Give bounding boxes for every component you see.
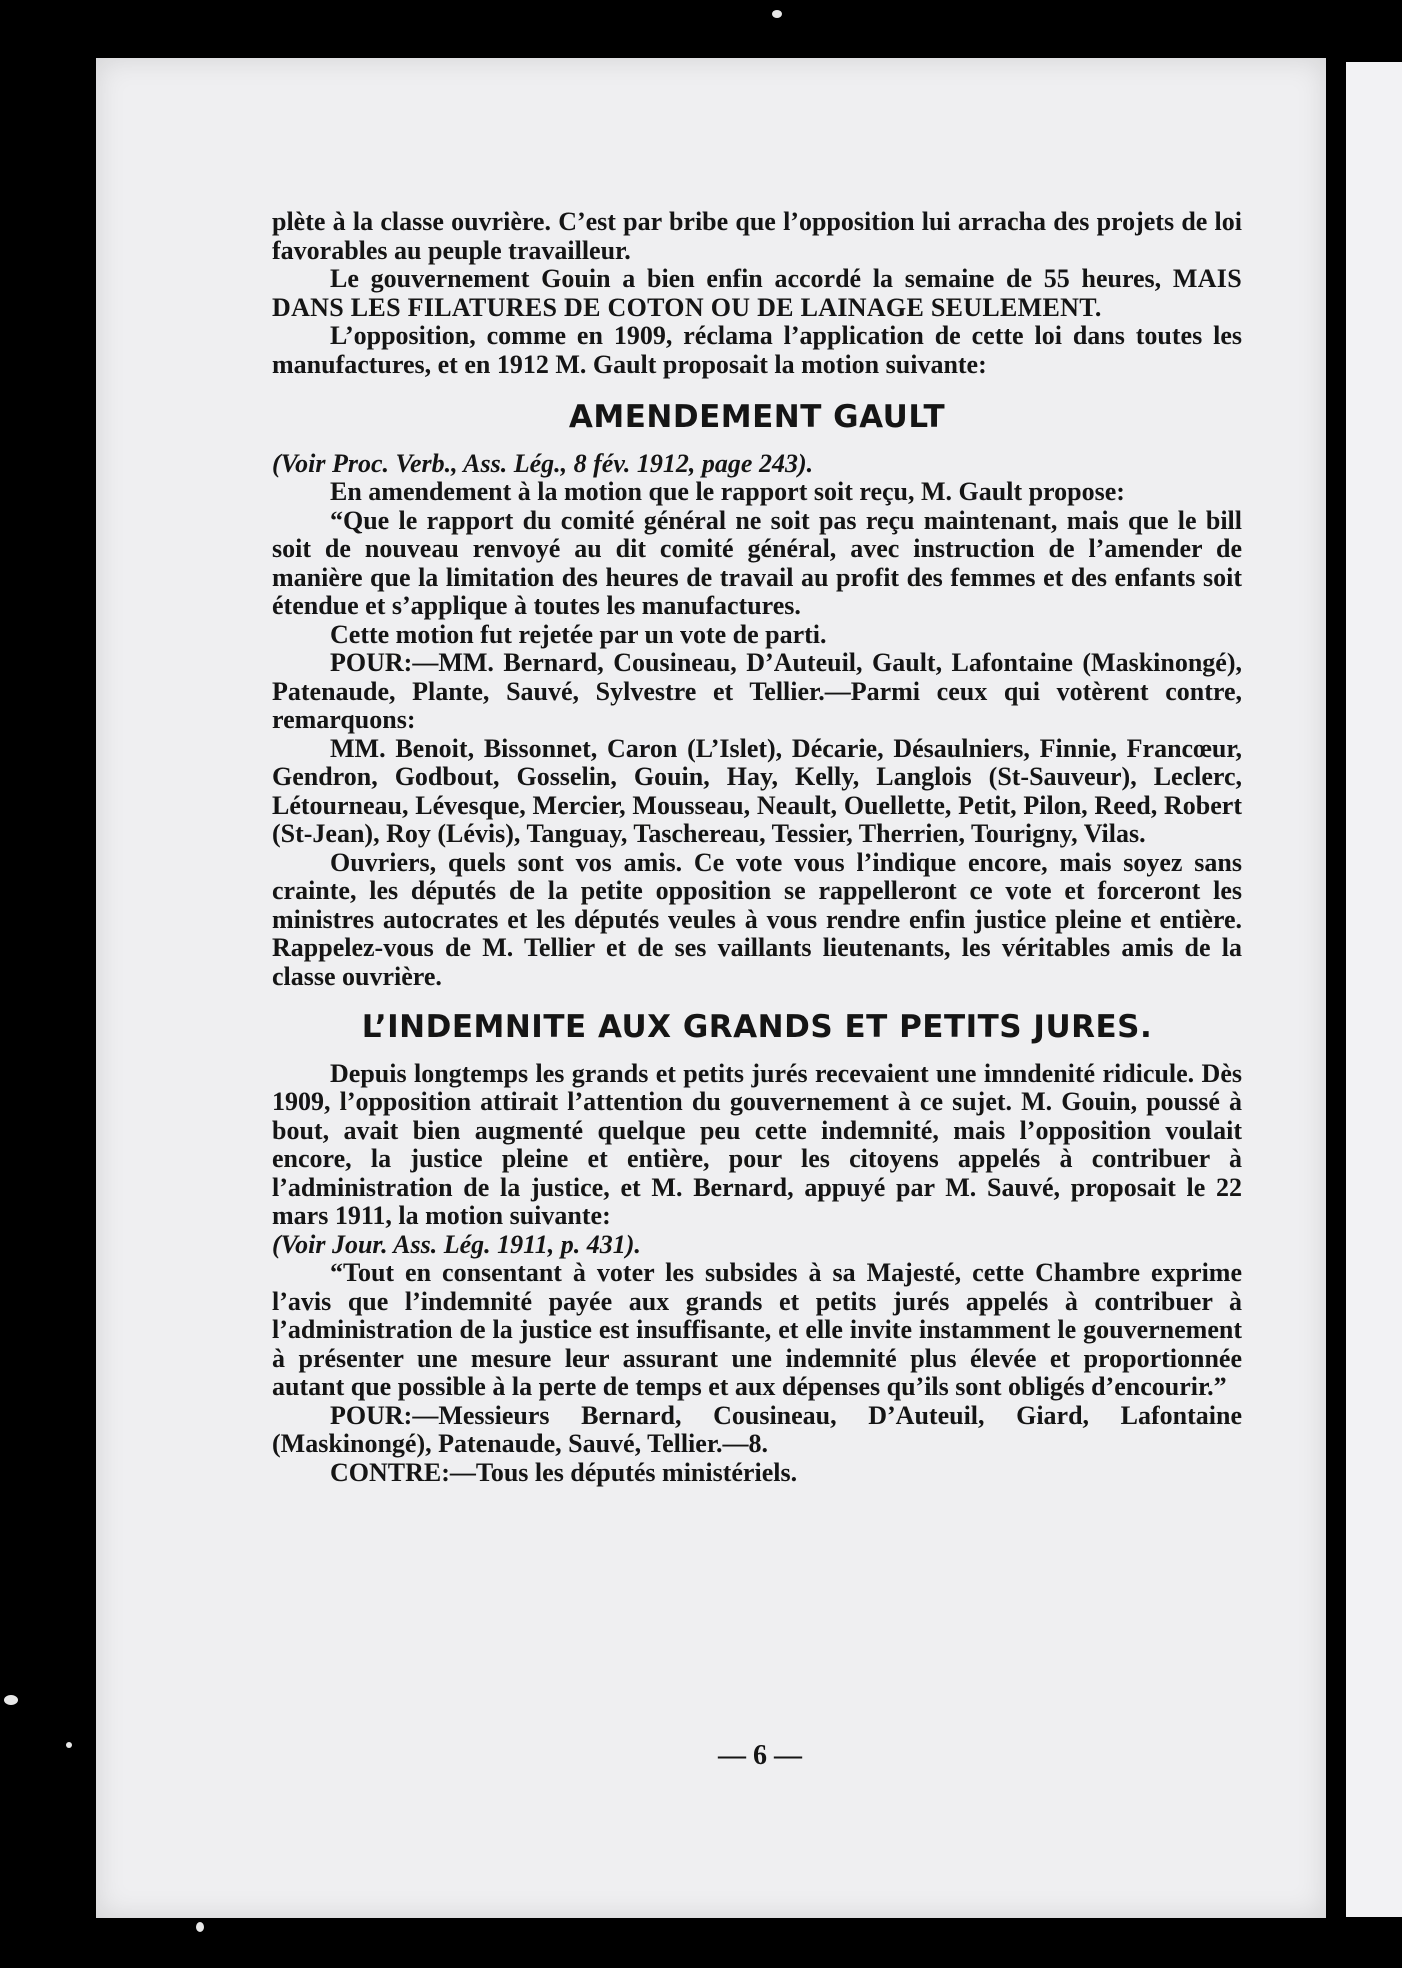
paragraph-pour-vote: POUR:—Messieurs Bernard, Cousineau, D’Auteuil, Giard, Lafontaine (Maskinongé), Patenaude, Sauvé, Tellier.—8. (272, 1400, 1242, 1458)
paragraph-55-hours-lead: Le gouvernement Gouin a bien enfin accordé la semaine de 55 heures, (330, 264, 1173, 293)
reference-jour-ass: (Voir Jour. Ass. Lég. 1911, p. 431). (272, 1229, 641, 1259)
paragraph-pour-list: POUR:—MM. Bernard, Cousineau, D’Auteuil, Gault, Lafontaine (Maskinongé), Patenaude, Plante, Sauvé, Sylvestre et Tellier.—Parmi ceux qui votèrent contre, remarquons: (272, 648, 1242, 734)
paragraph-motion-rejected: Cette motion fut rejetée par un vote de parti. (330, 619, 827, 649)
quote-bernard-motion: “Tout en consentant à voter les subsides à sa Majesté, cette Chambre exprime l’avis que l’indemnité payée aux grands et petits jurés appelés à contribuer à l’administration de la justice est insuffisante, et elle invite instamment le gouvernement à présenter une mesure leur assurant une indemnité plus élevée et proportionnée autant que possible à la perte de temps et aux dépenses qu’ils sont obligés d’encourir.” (272, 1258, 1242, 1401)
page-number: — 6 — (718, 1740, 802, 1771)
next-page-edge (1346, 62, 1402, 1917)
paragraph-continuation: plète à la classe ouvrière. C’est par bribe que l’opposition lui arracha des projets de loi favorables au peuple travailleur. (272, 207, 1242, 265)
reference-proc-verb: (Voir Proc. Verb., Ass. Lég., 8 fév. 1912, page 243). (272, 448, 814, 478)
scan-speck (66, 1742, 72, 1748)
paragraph-jures-indemnite: Depuis longtemps les grands et petits jurés recevaient une imndenité ridicule. Dès 1909, l’opposition attirait l’attention du gouvernement à ce sujet. M. Gouin, poussé à bout, avait bien augmenté quelque peu cette indemnité, mais l’opposition voulait encore, la justice pleine et entière, pour les citoyens appelés à contribuer à l’administration de la justice, et M. Bernard, appuyé par M. Sauvé, proposait le 22 mars 1911, la motion suivante: (272, 1058, 1242, 1230)
scan-speck (196, 1922, 204, 1932)
section-title-amendement-gault: AMENDEMENT GAULT (568, 399, 946, 435)
document-body (272, 208, 1242, 1487)
scan-speck (4, 1695, 18, 1705)
paragraph-contre-vote: CONTRE:—Tous les députés ministériels. (330, 1457, 798, 1487)
paragraph-55-hours (272, 265, 1242, 322)
paragraph-contre-list: MM. Benoit, Bissonnet, Caron (L’Islet), Décarie, Désaulniers, Finnie, Francœur, Gendron, Godbout, Gosselin, Gouin, Hay, Kelly, Langlois (St-Sauveur), Leclerc, Létourneau, Lévesque, Mercier, Mousseau, Neault, Ouellette, Petit, Pilon, Reed, Robert (St-Jean), Roy (Lévis), Tanguay, Taschereau, Tessier, Therrien, Tourigny, Vilas. (272, 733, 1242, 848)
paragraph-55-hours-caps: MAIS DANS LES FILATURES DE COTON OU DE LAINAGE SEULEMENT. (272, 264, 1242, 322)
paragraph-ouvriers: Ouvriers, quels sont vos amis. Ce vote vous l’indique encore, mais soyez sans crainte, les députés de la petite opposition se rappelleront ce vote et forceront les ministres autocrates et les députés veules à vous rendre enfin justice pleine et entière. Rappelez-vous de M. Tellier et de ses vaillants lieutenants, les véritables amis de la classe ouvrière. (272, 847, 1242, 991)
paragraph-amendement: En amendement à la motion que le rapport soit reçu, M. Gault propose: (330, 477, 1125, 506)
scan-speck (772, 10, 782, 18)
quote-gault-motion: “Que le rapport du comité général ne soit pas reçu maintenant, mais que le bill soit de nouveau renvoyé au dit comité général, avec instruction de l’amender de manière que la limitation des heures de travail au profit des femmes et des enfants soit étendue et s’applique à toutes les manufactures. (272, 505, 1242, 620)
section-title-indemnite-jures: L’INDEMNITE AUX GRANDS ET PETITS JURES. (361, 1009, 1153, 1045)
paragraph-opposition-1909: L’opposition, comme en 1909, réclama l’application de cette loi dans toutes les manufactures, et en 1912 M. Gault proposait la motion suivante: (272, 321, 1242, 379)
